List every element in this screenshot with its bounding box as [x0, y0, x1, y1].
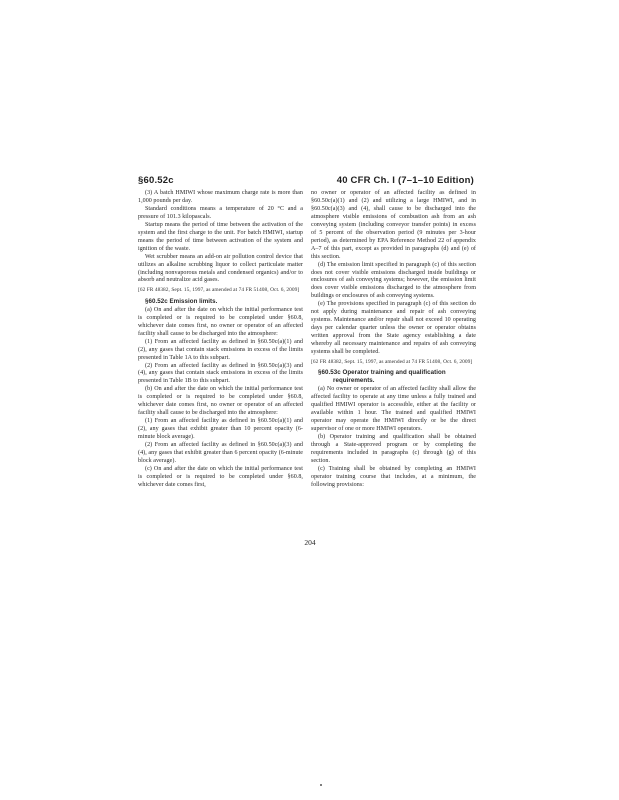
left-text-column: [138, 190, 303, 490]
running-head: [138, 175, 474, 189]
paragraph: (c) Training shall be obtained by completing an HMIWI operator training course that includes, at a minimum, the following provisions:: [311, 465, 476, 488]
paragraph: (3) A batch HMIWI whose maximum charge rate is more than 1,000 pounds per day.: [138, 190, 303, 204]
scan-speck: [320, 784, 322, 786]
definition-startup: Startup means the period of time between the activation of the system and the first charge to the unit. For batch HMIWI, startup means the period of time between activation of the system and ignition of the waste.: [138, 221, 303, 252]
citation-note: [62 FR 48382, Sept. 15, 1997, as amended at 74 FR 51408, Oct. 6, 2009]: [311, 359, 473, 366]
definition-wet-scrubber: Wet scrubber means an add-on air pollution control device that utilizes an alkaline scrubbing liquor to collect particulate matter (including nonvaporous metals and condensed organics) and/or to absorb and neutralize acid gases.: [138, 253, 303, 284]
right-text-column: [311, 190, 476, 490]
section-number-header: §60.52c: [138, 175, 174, 186]
paragraph: (1) From an affected facility as defined in §60.50c(a)(1) and (2), any gases that exhibit greater than 10 percent opacity (6-minute block average).: [138, 418, 303, 441]
paragraph: (b) On and after the date on which the initial performance test is completed or is required to be completed under §60.8, whichever date comes first, no owner or operator of an affected facility shall cause to be discharged into the atmosphere:: [138, 386, 303, 417]
paragraph: (c) On and after the date on which the initial performance test is completed or is required to be completed under §60.8, whichever date comes first,: [138, 465, 303, 488]
paragraph: (2) From an affected facility as defined in §60.50c(a)(3) and (4), any gases that contain stack emissions in excess of the limits presented in Table 1B to this subpart.: [138, 362, 303, 385]
paragraph-continued: no owner or operator of an affected facility as defined in §60.50c(a)(1) and (2) and utilizing a large HMIWI, and in §60.50c(a)(3) and (4), shall cause to be discharged into the atmosphere visible emissions of combustion ash from an ash conveying system (including conveyor transfer points) in excess of 5 percent of the observation period (9 minutes per 3-hour period), as determined by EPA Reference Method 22 of appendix A–7 of this part, except as provided in paragraphs (d) and (e) of this section.: [311, 190, 476, 260]
page-number: 204: [304, 538, 316, 547]
paragraph: (b) Operator training and qualification shall be obtained through a State-approved program or by completing the requirements included in paragraphs (c) through (g) of this section.: [311, 434, 476, 464]
paragraph: (1) From an affected facility as defined in §60.50c(a)(1) and (2), any gases that contain stack emissions in excess of the limits presented in Table 1A to this subpart.: [138, 338, 303, 361]
section-heading-operator-training: §60.53c Operator training and qualification requirements.: [318, 369, 446, 385]
definition-standard-conditions: Standard conditions means a temperature of 20 °C and a pressure of 101.3 kilopascals.: [138, 205, 303, 220]
paragraph: (2) From an affected facility as defined in §60.50c(a)(3) and (4), any gases that exhibit greater than 6 percent opacity (6-minute block average).: [138, 442, 303, 464]
cfr-title-header: 40 CFR Ch. I (7–1–10 Edition): [336, 175, 474, 186]
citation-note: [62 FR 48382, Sept. 15, 1997, as amended at 74 FR 51408, Oct. 6, 2009]: [138, 287, 300, 294]
paragraph: (e) The provisions specified in paragraph (c) of this section do not apply during maintenance and repair of ash conveying systems. Maintenance and/or repair shall not exceed 10 operating days per calendar quarter unless the owner or operator obtains written approval from the State agency establishing a date whereby all necessary maintenance and repairs of ash conveying systems shall be completed.: [311, 301, 476, 356]
section-heading-emission-limits: §60.52c Emission limits.: [145, 297, 218, 305]
paragraph: (a) On and after the date on which the initial performance test is completed or is required to be completed under §60.8, whichever date comes first, no owner or operator of an affected facility shall cause to be discharged into the atmosphere:: [138, 306, 303, 337]
paragraph: (d) The emission limit specified in paragraph (c) of this section does not cover visible emissions discharged inside buildings or enclosures of ash conveying systems; however, the emission limit does cover visible emissions discharged to the atmosphere from buildings or enclosures of ash conveying systems.: [311, 261, 476, 300]
paragraph: (a) No owner or operator of an affected facility shall allow the affected facility to operate at any time unless a fully trained and qualified HMIWI operator is accessible, either at the facility or available within 1 hour. The trained and qualified HMIWI operator may operate the HMIWI directly or be the direct supervisor of one or more HMIWI operators.: [311, 386, 476, 433]
